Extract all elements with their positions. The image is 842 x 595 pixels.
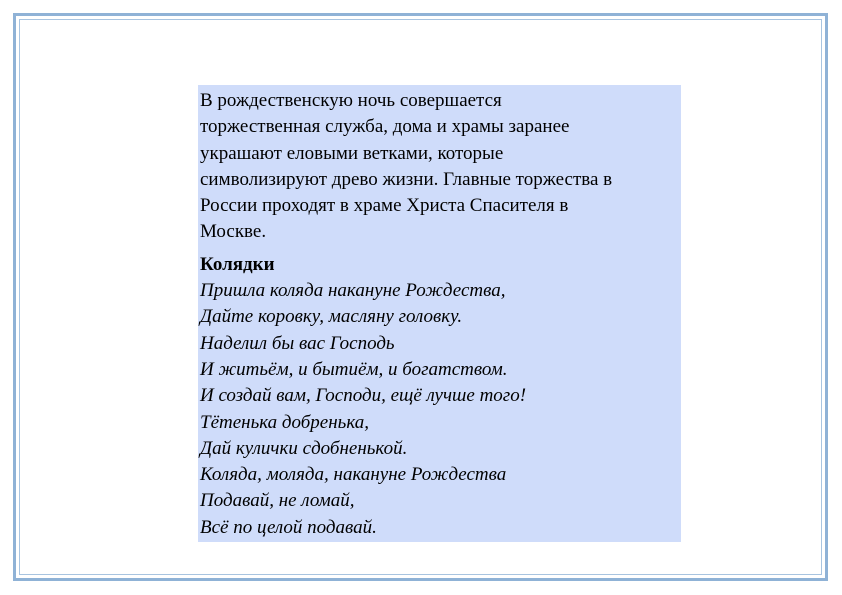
verse-line: Пришла коляда накануне Рождества, — [200, 280, 506, 302]
intro-paragraph — [200, 88, 681, 246]
verse-line: Всё по целой подавай. — [200, 516, 377, 538]
verse-line: Наделил бы вас Господь — [200, 332, 395, 354]
verse — [200, 278, 681, 541]
intro-line: украшают еловыми ветками, которые — [200, 142, 504, 164]
verse-line: Подавай, не ломай, — [200, 490, 355, 512]
intro-line: В рождественскую ночь совершается — [200, 90, 502, 111]
intro-line: торжественная служба, дома и храмы заранее — [200, 116, 570, 138]
verse-line: Коляда, моляда, накануне Рождества — [200, 464, 507, 486]
verse-line: Дай кулички сдобненькой. — [200, 437, 408, 459]
section-heading: Колядки — [200, 253, 275, 275]
intro-line: России проходят в храме Христа Спасителя в — [200, 195, 569, 217]
verse-line: Дайте коровку, масляну головку. — [200, 306, 463, 328]
text-box — [198, 85, 681, 542]
verse-line: И создай вам, Господи, ещё лучше того! — [200, 385, 527, 407]
verse-line: И житьём, и бытиём, и богатством. — [200, 358, 508, 380]
verse-line: Тётенька добренька, — [200, 411, 369, 433]
intro-line: Москве. — [200, 221, 267, 243]
intro-line: символизируют древо жизни. Главные торжества в — [200, 168, 613, 190]
